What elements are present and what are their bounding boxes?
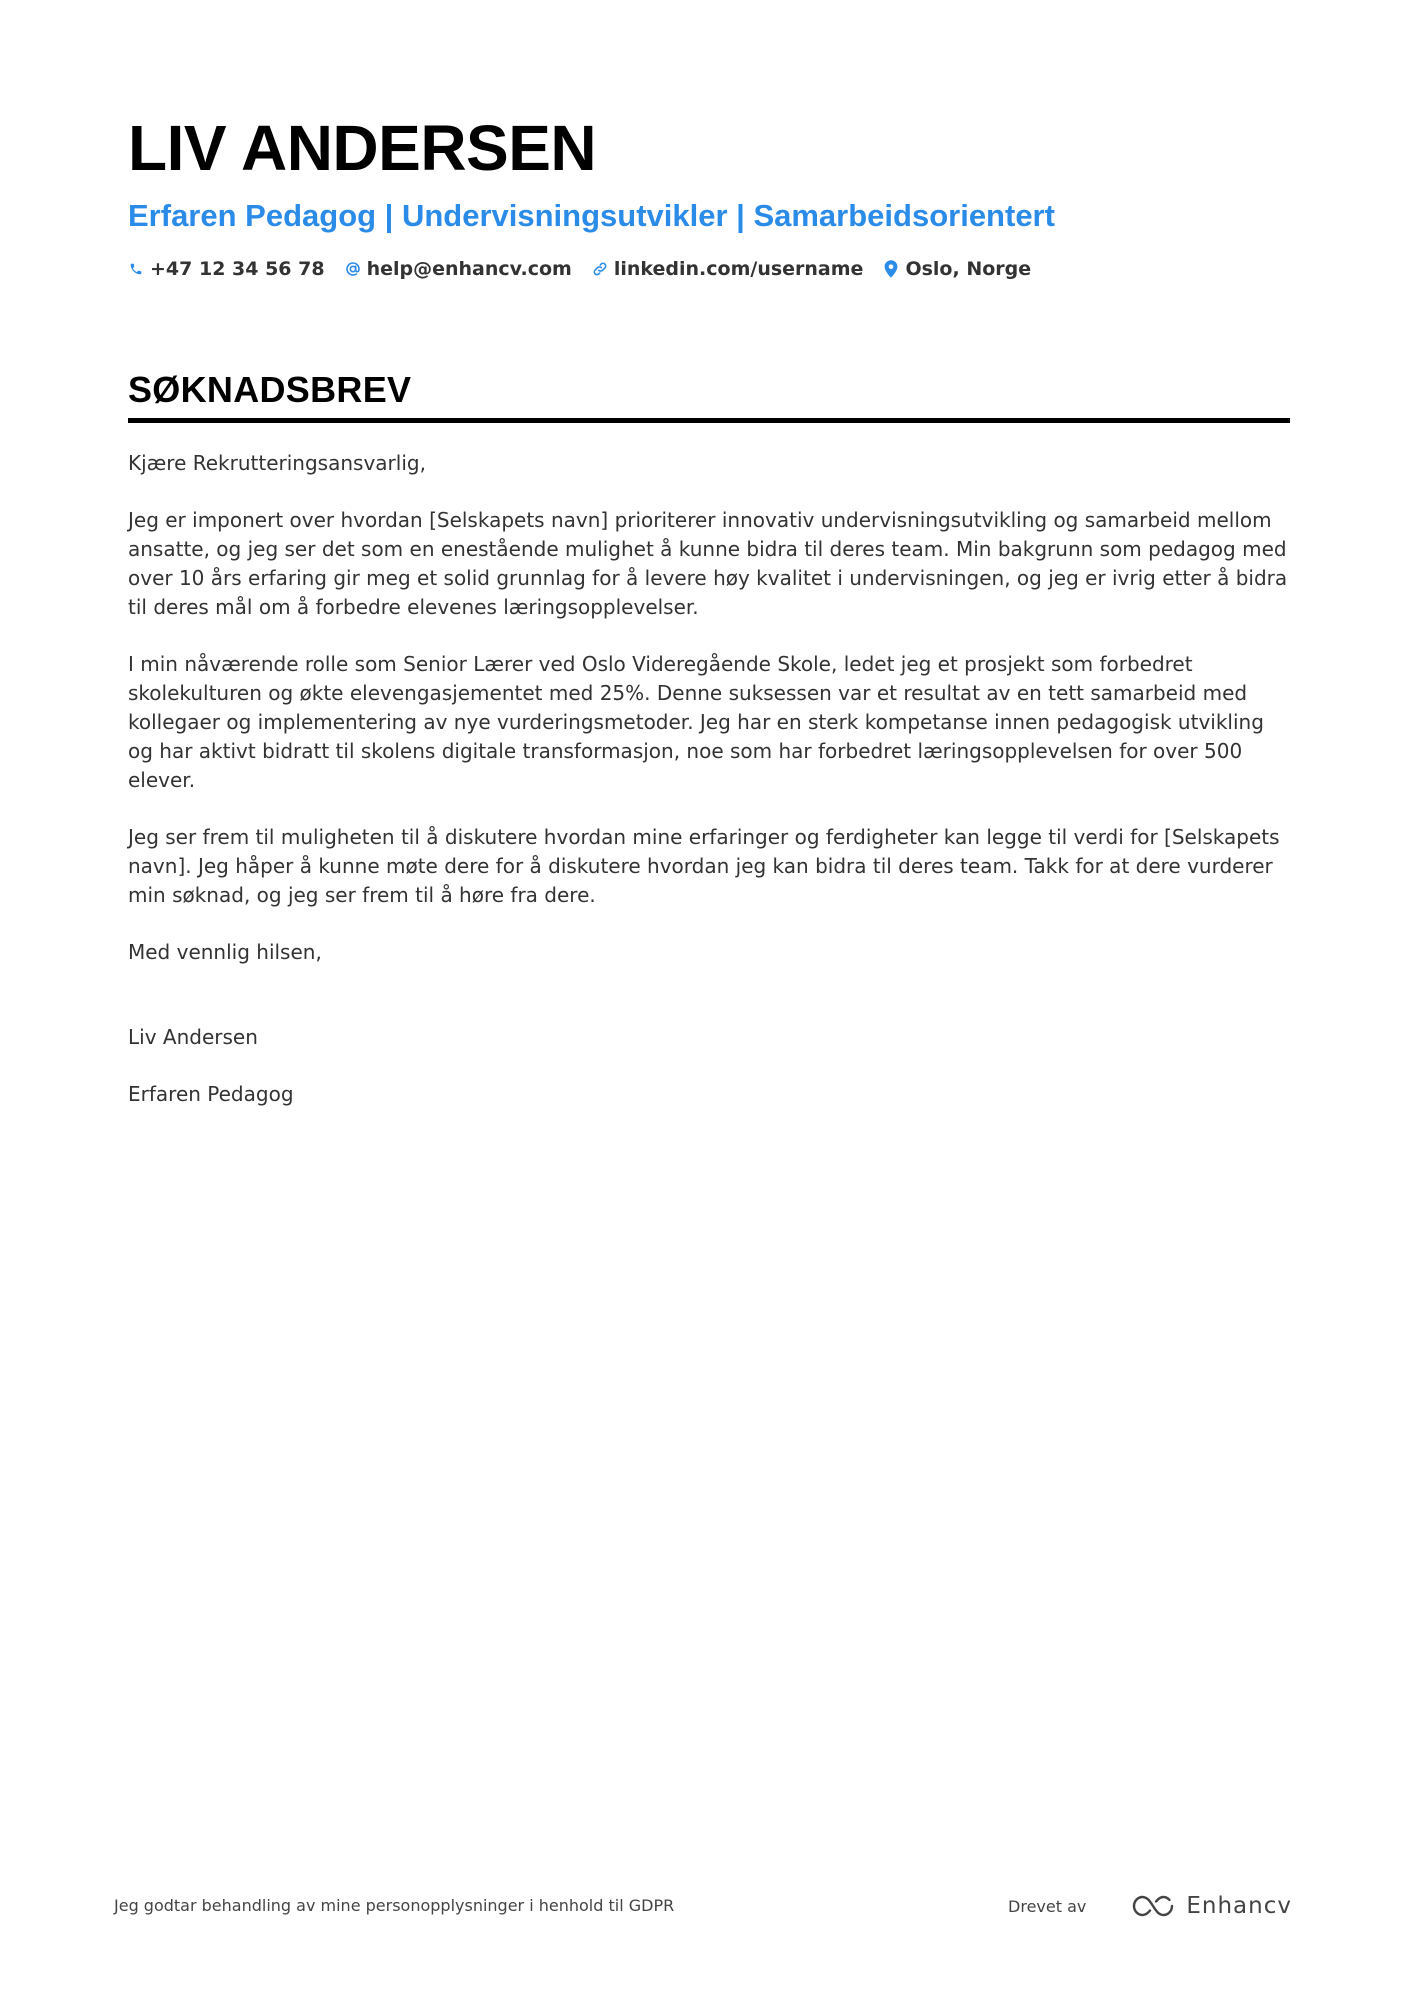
link-icon xyxy=(592,259,608,279)
letter-paragraph: I min nåværende rolle som Senior Lærer ved Oslo Videregående Skole, ledet jeg et prosjekt som forbedret skolekulturen og økte elevengasjementet med 25%. Denne suksessen var et resultat av en tett samarbeid med kollegaer og implementering av nye vurderingsmetoder. Jeg har en sterk kompetanse innen pedagogisk utvikling og har aktivt bidratt til skolens digitale transformasjon, noe som har forbedret læringsopplevelsen for over 500 elever. xyxy=(128,652,1264,792)
header xyxy=(128,110,1288,280)
map-pin-icon xyxy=(883,259,899,279)
letter-body xyxy=(128,449,1290,1109)
at-icon xyxy=(345,259,361,279)
phone-icon xyxy=(128,259,144,279)
contact-bar xyxy=(128,258,1288,280)
section-divider xyxy=(128,418,1290,423)
brand-name: Enhancv xyxy=(1186,1893,1292,1919)
signature-title: Erfaren Pedagog xyxy=(128,1082,294,1106)
footer xyxy=(114,1890,1292,1922)
cover-letter-section xyxy=(128,368,1290,1137)
letter-paragraph: Jeg ser frem til muligheten til å diskutere hvordan mine erfaringer og ferdigheter kan legge til verdi for [Selskapets navn]. Jeg håper å kunne møte dere for å diskutere hvordan jeg kan bidra til deres team. Takk for at dere vurderer min søknad, og jeg ser frem til å høre fra dere. xyxy=(128,825,1280,907)
email-text: help@enhancv.com xyxy=(366,258,572,280)
candidate-subtitle: Erfaren Pedagog | Undervisningsutvikler | Samarbeidsorientert xyxy=(128,198,1055,233)
signature-name: Liv Andersen xyxy=(128,1025,258,1049)
contact-location xyxy=(883,258,1031,280)
candidate-name: LIV ANDERSEN xyxy=(128,112,597,184)
powered-by-label: Drevet av xyxy=(1008,1896,1087,1916)
letter-paragraph: Jeg er imponert over hvordan [Selskapets navn] prioriterer innovativ undervisningsutvikling og samarbeid mellom ansatte, og jeg ser det som en enestående mulighet å kunne bidra til deres team. Min bakgrunn som pedagog med over 10 års erfaring gir meg et solid grunnlag for å levere høy kvalitet i undervisningen, og jeg er ivrig etter å bidra til deres mål om å forbedre elevenes læringsopplevelser. xyxy=(128,508,1288,619)
location-text: Oslo, Norge xyxy=(905,258,1032,280)
powered-by[interactable] xyxy=(1008,1890,1292,1922)
gdpr-notice: Jeg godtar behandling av mine personopplysninger i henhold til GDPR xyxy=(114,1896,675,1915)
contact-phone[interactable] xyxy=(128,258,325,280)
enhancv-logo-icon xyxy=(1130,1893,1176,1919)
closing: Med vennlig hilsen, xyxy=(128,940,322,964)
salutation: Kjære Rekrutteringsansvarlig, xyxy=(128,451,426,475)
brand-logo[interactable] xyxy=(1130,1893,1292,1919)
section-title: SØKNADSBREV xyxy=(128,369,412,410)
contact-linkedin[interactable] xyxy=(592,258,864,280)
linkedin-text: linkedin.com/username xyxy=(613,258,864,280)
contact-email[interactable] xyxy=(345,258,572,280)
phone-text: +47 12 34 56 78 xyxy=(150,258,325,280)
